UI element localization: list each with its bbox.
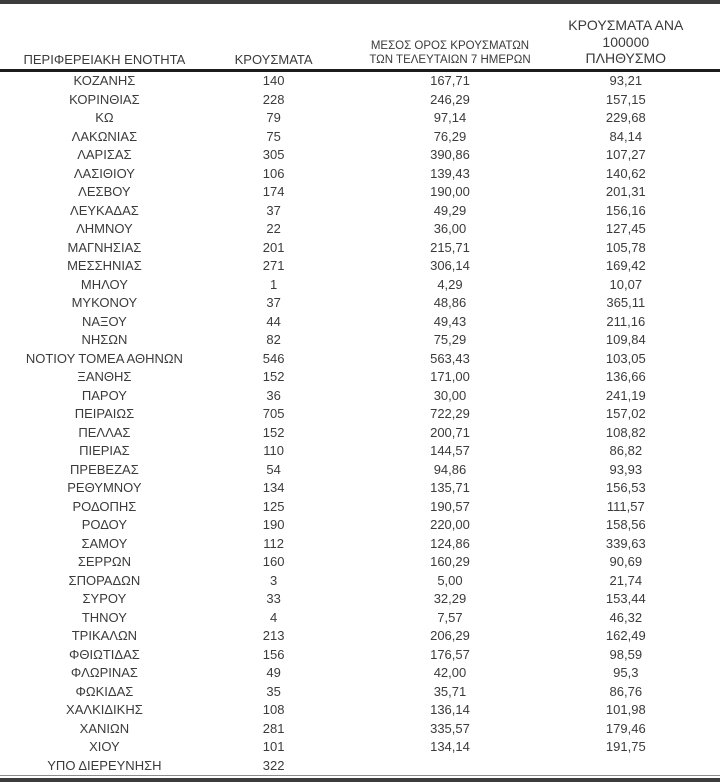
- cases-cell: 174: [262, 184, 285, 200]
- region-cell: ΝΑΞΟΥ: [81, 313, 127, 329]
- per100k-cell: 109,84: [605, 332, 646, 348]
- table-row: [0, 645, 720, 664]
- avg7-cell: 94,86: [433, 461, 467, 477]
- per100k-cell: 365,11: [606, 295, 646, 311]
- table-row: [0, 109, 720, 128]
- avg7-cell: 206,29: [430, 628, 470, 644]
- region-cell: ΜΗΛΟΥ: [80, 276, 128, 292]
- avg7-cell: 139,43: [430, 165, 470, 181]
- table-row: [0, 164, 720, 183]
- avg7-cell: 4,29: [437, 276, 463, 292]
- table-row: [0, 497, 720, 516]
- avg7-cell: 306,14: [430, 258, 470, 274]
- per100k-cell: 241,19: [605, 387, 646, 403]
- table-row: [0, 257, 720, 276]
- cases-cell: 134: [262, 480, 285, 496]
- region-cell: ΡΕΘΥΜΝΟΥ: [67, 480, 142, 496]
- per100k-cell: 127,45: [605, 221, 646, 237]
- table-row: [0, 238, 720, 257]
- table-row: [0, 331, 720, 350]
- table-row: [0, 571, 720, 590]
- table-row: [0, 516, 720, 535]
- per100k-cell: 156,16: [605, 202, 646, 218]
- col-header-region: ΠΕΡΙΦΕΡΕΙΑΚΗ ΕΝΟΤΗΤΑ: [23, 51, 186, 67]
- per100k-cell: 158,56: [605, 517, 646, 533]
- per100k-cell: 10,07: [609, 276, 643, 292]
- cases-cell: 33: [266, 591, 281, 607]
- cases-cell: 112: [263, 535, 284, 551]
- avg7-cell: 722,29: [430, 406, 470, 422]
- cases-cell: 322: [262, 757, 285, 773]
- table-row: [0, 90, 720, 109]
- per100k-cell: 229,68: [605, 110, 646, 126]
- per100k-cell: 153,44: [605, 591, 646, 607]
- table-row: [0, 608, 720, 627]
- region-cell: ΜΑΓΝΗΣΙΑΣ: [67, 239, 142, 255]
- cases-cell: 3: [269, 572, 278, 588]
- region-cell: ΜΕΣΣΗΝΙΑΣ: [67, 258, 142, 274]
- cases-cell: 705: [262, 406, 285, 422]
- table-row: [0, 275, 720, 294]
- cases-cell: 152: [262, 369, 285, 385]
- cases-cell: 125: [262, 498, 285, 514]
- avg7-cell: 144,57: [430, 443, 470, 459]
- region-cell: ΜΥΚΟΝΟΥ: [71, 295, 138, 311]
- cases-cell: 140: [262, 73, 285, 89]
- per100k-cell: 162,49: [605, 628, 646, 644]
- bottom-divider: [0, 778, 720, 782]
- table-row: [0, 349, 720, 368]
- per100k-cell: 93,93: [609, 461, 643, 477]
- per100k-cell: 86,82: [609, 443, 643, 459]
- avg7-cell: 124,86: [430, 535, 470, 551]
- per100k-cell: 107,27: [605, 147, 646, 163]
- cases-cell: 201: [262, 239, 285, 255]
- cases-cell: 271: [262, 258, 285, 274]
- per100k-cell: 339,63: [605, 535, 646, 551]
- avg7-cell: 135,71: [430, 480, 470, 496]
- per100k-cell: 46,32: [609, 609, 643, 625]
- region-cell: ΚΩ: [95, 110, 114, 126]
- per100k-cell: 191,75: [605, 739, 646, 755]
- region-cell: ΧΑΛΚΙΔΙΚΗΣ: [66, 702, 143, 718]
- cases-cell: 101: [262, 739, 285, 755]
- table-row: [0, 553, 720, 572]
- col-header-avg7-line1: ΜΕΣΟΣ ΟΡΟΣ ΚΡΟΥΣΜΑΤΩΝ: [370, 39, 530, 52]
- cases-cell: 228: [262, 91, 285, 107]
- per100k-cell: 157,02: [605, 406, 646, 422]
- avg7-cell: 97,14: [433, 110, 467, 126]
- per100k-cell: 21,74: [609, 572, 643, 588]
- region-cell: ΥΠΟ ΔΙΕΡΕΥΝΗΣΗ: [47, 757, 162, 773]
- per100k-cell: 93,21: [609, 73, 643, 89]
- cases-cell: 75: [266, 128, 281, 144]
- avg7-cell: 76,29: [433, 128, 467, 144]
- per100k-cell: 101,98: [605, 702, 646, 718]
- cases-cell: 37: [266, 202, 281, 218]
- cases-cell: 22: [266, 221, 281, 237]
- per100k-cell: 156,53: [605, 480, 646, 496]
- cases-cell: 213: [262, 628, 285, 644]
- avg7-cell: 246,29: [430, 91, 470, 107]
- table-row: [0, 312, 720, 331]
- region-cell: ΠΕΙΡΑΙΩΣ: [74, 406, 135, 422]
- avg7-cell: 30,00: [433, 387, 467, 403]
- cases-cell: 82: [266, 332, 281, 348]
- col-header-avg7-line2: ΤΩΝ ΤΕΛΕΥΤΑΙΩΝ 7 ΗΜΕΡΩΝ: [369, 53, 531, 66]
- region-cell: ΧΙΟΥ: [89, 739, 120, 755]
- region-cell: ΚΟΡΙΝΘΙΑΣ: [69, 91, 140, 107]
- cases-cell: 110: [263, 443, 284, 459]
- col-header-per100k: [562, 4, 720, 70]
- per100k-cell: 95,3: [613, 665, 639, 681]
- header-row: [0, 4, 720, 70]
- avg7-cell: 335,57: [430, 720, 470, 736]
- per100k-cell: 105,78: [605, 239, 646, 255]
- table-row: [0, 682, 720, 701]
- per100k-cell: 111,57: [606, 498, 645, 514]
- per100k-cell: 169,42: [605, 258, 646, 274]
- table-row: [0, 479, 720, 498]
- cases-cell: 305: [262, 147, 285, 163]
- per100k-cell: [562, 756, 720, 775]
- table-row: [0, 368, 720, 387]
- cases-cell: 546: [262, 350, 285, 366]
- avg7-cell: 190,57: [430, 498, 470, 514]
- table-row: [0, 460, 720, 479]
- avg7-cell: [338, 756, 561, 775]
- region-cell: ΠΙΕΡΙΑΣ: [79, 443, 130, 459]
- per100k-cell: 90,69: [609, 554, 643, 570]
- table-row: [0, 70, 720, 90]
- cases-cell: 1: [269, 276, 278, 292]
- avg7-cell: 171,00: [430, 369, 470, 385]
- region-cell: ΣΥΡΟΥ: [82, 591, 127, 607]
- region-cell: ΠΡΕΒΕΖΑΣ: [70, 461, 139, 477]
- per100k-cell: 179,46: [605, 720, 646, 736]
- avg7-cell: 36,00: [433, 221, 467, 237]
- per100k-cell: 98,59: [609, 646, 643, 662]
- cases-cell: 36: [266, 387, 281, 403]
- table-row: [0, 423, 720, 442]
- avg7-cell: 176,57: [430, 646, 470, 662]
- cases-cell: 160: [262, 554, 285, 570]
- table-row: [0, 220, 720, 239]
- region-cell: ΛΗΜΝΟΥ: [76, 221, 133, 237]
- table-row: [0, 627, 720, 646]
- table-row: [0, 590, 720, 609]
- region-cell: ΣΠΟΡΑΔΩΝ: [68, 572, 141, 588]
- per100k-cell: 201,31: [605, 184, 646, 200]
- table-row: [0, 127, 720, 146]
- cases-cell: 156: [262, 646, 285, 662]
- table-row: [0, 738, 720, 757]
- avg7-cell: 7,57: [437, 609, 463, 625]
- table-row: [0, 405, 720, 424]
- per100k-cell: 211,16: [606, 313, 646, 329]
- region-cell: ΛΕΣΒΟΥ: [78, 184, 131, 200]
- region-cell: ΞΑΝΘΗΣ: [77, 369, 132, 385]
- region-cell: ΤΡΙΚΑΛΩΝ: [71, 628, 138, 644]
- region-cell: ΤΗΝΟΥ: [81, 609, 127, 625]
- region-cell: ΛΑΡΙΣΑΣ: [77, 147, 132, 163]
- table-row: [0, 442, 720, 461]
- per100k-cell: 136,66: [605, 369, 646, 385]
- per100k-cell: 103,05: [605, 350, 646, 366]
- region-cell: ΧΑΝΙΩΝ: [79, 720, 130, 736]
- avg7-cell: 42,00: [433, 665, 467, 681]
- col-header-per100k-line1: ΚΡΟΥΣΜΑΤΑ ΑΝΑ 100000: [568, 17, 684, 50]
- table-row: [0, 534, 720, 553]
- region-cell: ΚΟΖΑΝΗΣ: [73, 73, 136, 89]
- region-cell: ΝΗΣΩΝ: [81, 332, 128, 348]
- region-cell: ΦΩΚΙΔΑΣ: [75, 683, 134, 699]
- table-row: [0, 719, 720, 738]
- avg7-cell: 167,71: [430, 73, 470, 89]
- avg7-cell: 190,00: [430, 184, 470, 200]
- per100k-cell: 157,15: [605, 91, 646, 107]
- avg7-cell: 32,29: [433, 591, 467, 607]
- cases-cell: 35: [266, 683, 281, 699]
- table-header: [0, 4, 720, 70]
- region-cell: ΣΕΡΡΩΝ: [77, 554, 131, 570]
- table-row: [0, 183, 720, 202]
- region-cell: ΦΘΙΩΤΙΔΑΣ: [69, 646, 140, 662]
- cases-cell: 281: [262, 720, 285, 736]
- region-cell: ΣΑΜΟΥ: [81, 535, 128, 551]
- col-header-per100k-line2: ΠΛΗΘΥΣΜΟ: [585, 50, 667, 66]
- per100k-cell: 140,62: [605, 165, 646, 181]
- region-cell: ΝΟΤΙΟΥ ΤΟΜΕΑ ΑΘΗΝΩΝ: [25, 350, 183, 366]
- avg7-cell: 200,71: [430, 424, 470, 440]
- avg7-cell: 134,14: [430, 739, 470, 755]
- table-row: [0, 294, 720, 313]
- per100k-cell: 86,76: [609, 683, 643, 699]
- col-header-avg7: [338, 4, 561, 70]
- cases-cell: 152: [262, 424, 285, 440]
- table-body: [0, 70, 720, 775]
- avg7-cell: 220,00: [430, 517, 470, 533]
- table-row: [0, 146, 720, 165]
- avg7-cell: 75,29: [433, 332, 467, 348]
- region-cell: ΛΑΣΙΘΙΟΥ: [73, 165, 135, 181]
- cases-cell: 37: [266, 295, 281, 311]
- avg7-cell: 49,29: [433, 202, 467, 218]
- per100k-cell: 108,82: [605, 424, 646, 440]
- region-cell: ΠΕΛΛΑΣ: [78, 424, 131, 440]
- region-cell: ΡΟΔΟΠΗΣ: [72, 498, 137, 514]
- region-cell: ΦΛΩΡΙΝΑΣ: [70, 665, 138, 681]
- table-row: [0, 201, 720, 220]
- per100k-cell: 84,14: [609, 128, 643, 144]
- cases-cell: 54: [266, 461, 281, 477]
- avg7-cell: 5,00: [437, 572, 463, 588]
- region-cell: ΡΟΔΟΥ: [81, 517, 128, 533]
- avg7-cell: 48,86: [433, 295, 467, 311]
- avg7-cell: 35,71: [433, 683, 467, 699]
- avg7-cell: 390,86: [430, 147, 470, 163]
- avg7-cell: 136,14: [430, 702, 470, 718]
- avg7-cell: 49,43: [433, 313, 467, 329]
- col-header-cases: ΚΡΟΥΣΜΑΤΑ: [234, 51, 313, 67]
- cases-cell: 106: [262, 165, 285, 181]
- region-cell: ΠΑΡΟΥ: [81, 387, 127, 403]
- avg7-cell: 215,71: [430, 239, 470, 255]
- table-row: [0, 701, 720, 720]
- region-cell: ΛΑΚΩΝΙΑΣ: [71, 128, 138, 144]
- region-cell: ΛΕΥΚΑΔΑΣ: [70, 202, 139, 218]
- table-row: [0, 664, 720, 683]
- cases-cell: 190: [262, 517, 285, 533]
- table-row: [0, 756, 720, 775]
- avg7-cell: 563,43: [430, 350, 470, 366]
- cases-cell: 44: [266, 313, 281, 329]
- cases-cell: 108: [262, 702, 285, 718]
- cases-cell: 79: [266, 110, 281, 126]
- avg7-cell: 160,29: [430, 554, 470, 570]
- cases-cell: 4: [269, 609, 278, 625]
- regional-cases-table: [0, 4, 720, 776]
- cases-cell: 49: [266, 665, 281, 681]
- table-row: [0, 386, 720, 405]
